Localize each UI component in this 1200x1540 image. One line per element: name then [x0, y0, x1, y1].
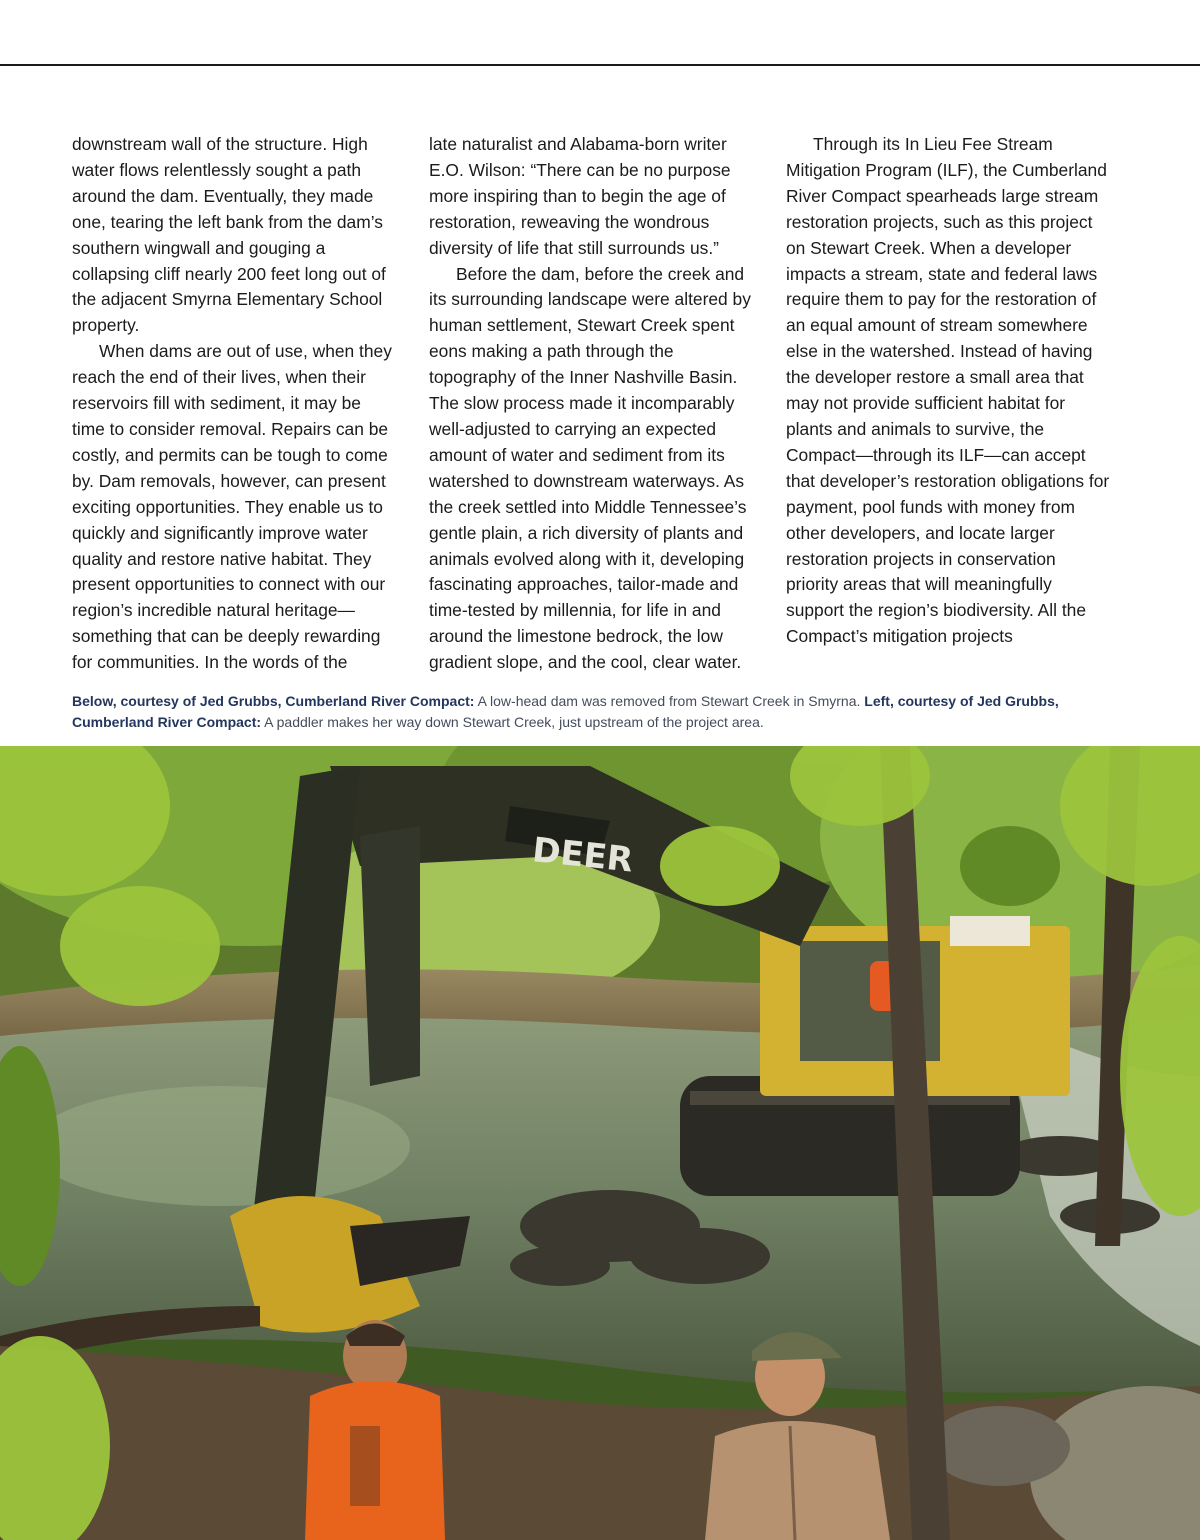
- paragraph: Before the dam, before the creek and its surrounding landscape were altered by human settlement, Stewart Creek spent eons making a path through the topography of the Inner Nashville Basin. The slow process made it incomparably well-adjusted to carrying an expected amount of water and sediment from its watershed to downstream waterways. As the creek settled into Middle Tennessee’s gentle plain, a rich diversity of plants and animals evolved along with it, developing fascinating approaches, tailor-made and time-tested by millennia, for life in and around the limestone bedrock, the low gradient slope, and the cool, clear water.: [429, 263, 751, 673]
- excavator-brand-text: DEER: [530, 830, 635, 881]
- article-columns: [72, 132, 1112, 677]
- photo-caption: [72, 691, 1112, 733]
- paragraph: downstream wall of the structure. High water flows relentlessly sought a path around the dam. Eventually, they made one, tearing the left bank from the dam’s southern wingwall and gouging a collapsing cliff nearly 200 feet long out of the adjacent Smyrna Elementary School property.: [72, 134, 386, 336]
- caption-credit: Left, courtesy of Jed Grubbs, Cumberland River Compact:: [72, 693, 1059, 730]
- article-column-3: [786, 132, 1110, 677]
- top-rule: [0, 64, 1200, 66]
- paragraph: Through its In Lieu Fee Stream Mitigation Program (ILF), the Cumberland River Compact spearheads large stream restoration projects, such as this project on Stewart Creek. When a developer impacts a stream, state and federal laws require them to pay for the restoration of an equal amount of stream somewhere else in the watershed. Instead of having the developer restore a small area that may not provide sufficient habitat for plants and animals to survive, the Compact—through its ILF—can accept that developer’s restoration obligations for payment, pool funds with money from other developers, and locate larger restoration projects in conservation priority areas that will meaningfully support the region’s biodiversity. All the Compact’s mitigation projects: [786, 134, 1110, 647]
- paragraph: When dams are out of use, when they reach the end of their lives, when their reservoirs fill with sediment, it may be time to consider removal. Repairs can be costly, and permits can be tough to come by. Dam removals, however, can present exciting opportunities. They enable us to quickly and significantly improve water quality and restore native habitat. They present opportunities to connect with our region’s incredible natural heritage—something that can be deeply rewarding for communities. In the words of the: [72, 341, 392, 673]
- paragraph: late naturalist and Alabama-born writer E.O. Wilson: “There can be no purpose more inspiring than to begin the age of restoration, reweaving the wondrous diversity of life that still surrounds us.”: [429, 134, 731, 258]
- caption-credit: Below, courtesy of Jed Grubbs, Cumberland River Compact:: [72, 693, 475, 709]
- excavator-creek-photo: [0, 746, 1200, 1540]
- article-column-1: [72, 132, 396, 677]
- caption-text: A paddler makes her way down Stewart Creek, just upstream of the project area.: [264, 714, 764, 730]
- caption-text: A low-head dam was removed from Stewart Creek in Smyrna.: [477, 693, 861, 709]
- article-column-2: [429, 132, 753, 677]
